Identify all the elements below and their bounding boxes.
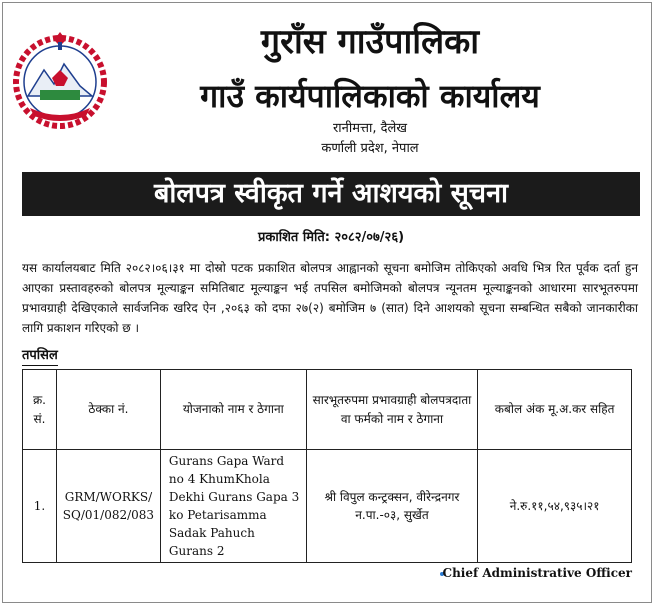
details-heading: तपसिल: [22, 347, 58, 366]
nepal-emblem-icon: [10, 30, 110, 130]
published-date: प्रकाशित मिति: २०८२/०७/२६): [257, 230, 405, 245]
signatory-title: Chief Administrative Officer: [442, 566, 632, 580]
header-project: योजनाको नाम र ठेगाना: [160, 370, 306, 450]
cell-sn: 1.: [23, 450, 57, 563]
cell-bidder: श्री विपुल कन्ट्रक्सन, वीरेन्द्रनगर न.पा.-०३, सुर्खेत: [306, 450, 478, 563]
header-amount: कबोल अंक मू.अ.कर सहित: [478, 370, 632, 450]
address-line-2: कर्णाली प्रदेश, नेपाल: [321, 141, 419, 156]
notice-title-banner: बोलपत्र स्वीकृत गर्ने आशयको सूचना: [22, 172, 640, 216]
table-row: [23, 450, 632, 563]
address-line-1: रानीमत्ता, दैलेख: [332, 121, 407, 136]
cell-project: Gurans Gapa Ward no 4 KhumKhola Dekhi Gurans Gapa 3 ko Petarisamma Sadak Pahuch Gurans 2: [160, 450, 306, 563]
cell-amount: ने.रु.११,५४,९३५।२१: [478, 450, 632, 563]
municipality-name: गुराँस गाउँपालिका: [260, 22, 480, 62]
bid-table: [22, 369, 632, 563]
table-header-row: [23, 370, 632, 450]
office-name: गाउँ कार्यपालिकाको कार्यालय: [200, 77, 540, 115]
cell-contract: GRM/WORKS/ SQ/01/082/083: [56, 450, 160, 563]
header-contract: ठेक्का नं.: [56, 370, 160, 450]
header-bidder: सारभूतरुपमा प्रभावग्राही बोलपत्रदाता वा फर्मको नाम र ठेगाना: [306, 370, 478, 450]
notice-body: यस कार्यालयबाट मिति २०८२।०६।३१ मा दोस्रो पटक प्रकाशित बोलपत्र आह्वानको सूचना बमोजिम तोकिएको अवधि भित्र रित पूर्वक दर्ता हुन आएका प्रस्तावहरुको बोलपत्र मूल्याङ्कन समितिबाट मूल्याङ्कन भई तपसिल बमोजिमको बोलपत्र न्यूनतम मूल्याङ्कनको आधारमा सारभूतरुपमा प्रभावग्राही देखिएकाले सार्वजनिक खरिद ऐन ,२०६३ को दफा २७(२) बमोजिम ७ (सात) दिने आशयको सूचना सम्बन्धित सबैको जानकारीका लागि प्रकाशन गरिएको छ ।: [22, 261, 638, 335]
header-sn: क्र. सं.: [23, 370, 57, 450]
